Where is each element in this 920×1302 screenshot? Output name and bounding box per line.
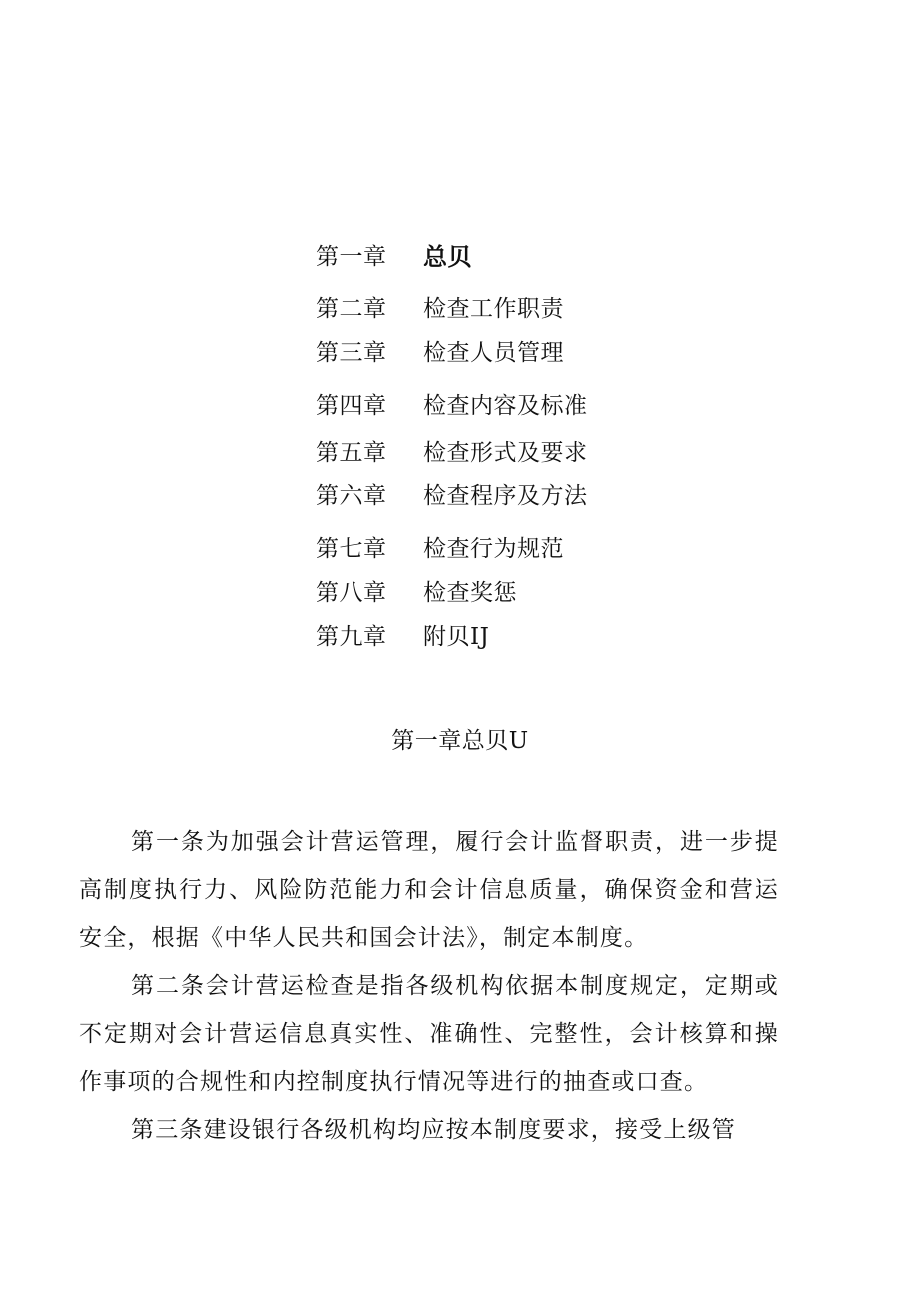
toc-chapter-title: 检查内容及标准 <box>423 393 588 419</box>
toc-chapter-title: 检查工作职责 <box>423 296 564 322</box>
chapter-heading: 第一章总贝U <box>391 728 529 754</box>
article-2-paragraph: 第二条会计营运检查是指各级机构依据本制度规定，定期或不定期对会计营运信息真实性、准确性、完整性，会计核算和操作事项的合规性和内控制度执行情况等进行的抽查或口查。 <box>79 973 779 1095</box>
toc-chapter-number: 第七章 <box>316 536 387 562</box>
toc-chapter-number: 第八章 <box>316 580 387 606</box>
toc-chapter-number: 第五章 <box>316 440 387 466</box>
toc-chapter-title: 检查程序及方法 <box>423 483 588 509</box>
toc-chapter-title: 检查形式及要求 <box>423 440 588 466</box>
toc-chapter-number: 第六章 <box>316 483 387 509</box>
article-3-paragraph: 第三条建设银行各级机构均应按本制度要求，接受上级管 <box>131 1117 736 1143</box>
article-1-paragraph: 第一条为加强会计营运管理，履行会计监督职责，进一步提高制度执行力、风险防范能力和会计信息质量，确保资金和营运安全，根据《中华人民共和国会计法》，制定本制度。 <box>79 829 779 951</box>
toc-chapter-title: 检查人员管理 <box>423 340 564 366</box>
toc-chapter-number: 第二章 <box>316 296 387 322</box>
toc-chapter-number: 第九章 <box>316 624 387 650</box>
toc-chapter-title: 检查行为规范 <box>423 536 564 562</box>
toc-chapter-title: 总贝 <box>423 243 472 271</box>
toc-chapter-title: 附贝IJ <box>423 624 490 650</box>
body-text <box>79 818 779 1154</box>
toc-chapter-number: 第一章 <box>316 244 387 270</box>
toc-chapter-number: 第四章 <box>316 393 387 419</box>
toc-chapter-title: 检查奖惩 <box>423 580 517 606</box>
toc-chapter-number: 第三章 <box>316 340 387 366</box>
